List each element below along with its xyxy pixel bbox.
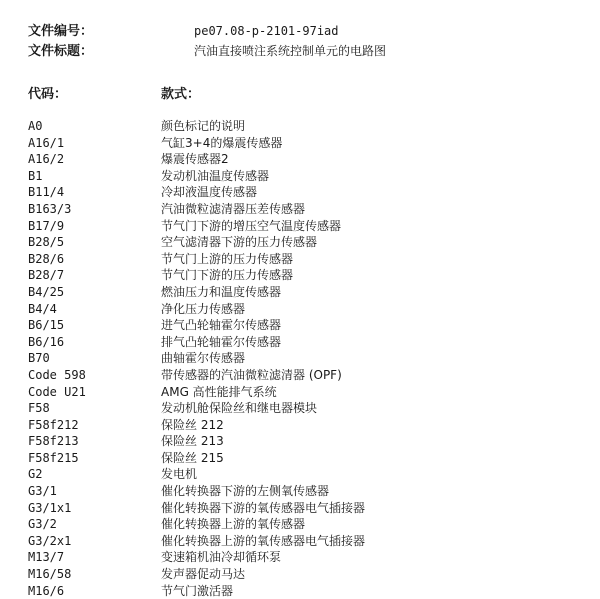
row-style: 带传感器的汽油微粒滤清器 (OPF) [161, 367, 342, 382]
doc-title-value: 汽油直接喷注系统控制单元的电路图 [194, 44, 387, 58]
row-code: Code 598 [28, 367, 86, 382]
doc-title-label: 文件标题： [28, 44, 94, 59]
row-code: F58f212 [28, 417, 79, 432]
row-style: 曲轴霍尔传感器 [161, 351, 246, 366]
row-style: 冷却液温度传感器 [161, 185, 258, 200]
table-row [28, 383, 588, 400]
row-code: F58 [28, 401, 50, 416]
row-code: G3/1x1 [28, 500, 72, 515]
table-row [28, 548, 588, 565]
doc-title-row [28, 42, 386, 60]
row-style: 保险丝 212 [161, 417, 224, 432]
row-style: 节气门下游的增压空气温度传感器 [161, 218, 342, 233]
table-row [28, 416, 588, 433]
row-style: 燃油压力和温度传感器 [161, 284, 282, 299]
doc-number-value: pe07.08-p-2101-97iad [194, 24, 339, 38]
row-style: 催化转换器上游的氧传感器 [161, 517, 306, 532]
table-row [28, 117, 588, 134]
row-code: B4/4 [28, 301, 57, 316]
table-row [28, 582, 588, 599]
row-style: 颜色标记的说明 [161, 119, 246, 133]
row-code: A16/1 [28, 135, 65, 150]
table-row [28, 482, 588, 499]
table-row [28, 316, 588, 333]
row-code: G3/2 [28, 517, 57, 532]
table-row [28, 499, 588, 516]
row-style: 爆震传感器2 [161, 152, 229, 167]
row-code: Code U21 [28, 384, 86, 399]
row-style: AMG 高性能排气系统 [161, 384, 277, 399]
row-code: F58f215 [28, 450, 79, 465]
row-style: 汽油微粒滤清器压差传感器 [161, 201, 306, 216]
table-row [28, 283, 588, 300]
row-style: 催化转换器下游的氧传感器电气插接器 [161, 500, 366, 515]
row-code: G3/1 [28, 484, 57, 499]
row-code: M13/7 [28, 550, 65, 565]
row-code: B28/7 [28, 268, 65, 283]
table-header [28, 86, 200, 104]
row-style: 发电机 [161, 467, 198, 482]
row-code: B70 [28, 351, 50, 366]
doc-number-label: 文件编号： [28, 24, 94, 39]
row-style: 发动机油温度传感器 [161, 168, 270, 183]
row-style: 气缸3+4的爆震传感器 [161, 135, 283, 150]
row-code: B163/3 [28, 201, 72, 216]
table-row [28, 565, 588, 582]
table-row [28, 200, 588, 217]
table-row [28, 515, 588, 532]
row-code: B17/9 [28, 218, 65, 233]
table-row [28, 465, 588, 482]
row-code: B28/6 [28, 251, 65, 266]
code-column-header: 代码： [28, 87, 68, 102]
row-code: B28/5 [28, 235, 65, 250]
table-row [28, 449, 588, 466]
row-style: 保险丝 213 [161, 434, 224, 449]
row-style: 催化转换器上游的氧传感器电气插接器 [161, 533, 366, 548]
row-code: A16/2 [28, 152, 65, 167]
row-style: 节气门激活器 [161, 583, 234, 598]
table-row [28, 266, 588, 283]
row-style: 变速箱机油冷却循环泵 [161, 550, 282, 565]
table-row [28, 432, 588, 449]
row-code: B6/16 [28, 334, 65, 349]
row-style: 节气门上游的压力传感器 [161, 251, 294, 266]
row-style: 排气凸轮轴霍尔传感器 [161, 334, 282, 349]
doc-number-row [28, 22, 339, 40]
table-row [28, 250, 588, 267]
table-row [28, 333, 588, 350]
style-column-header: 款式： [161, 87, 201, 102]
table-row [28, 366, 588, 383]
row-code: G3/2x1 [28, 533, 72, 548]
table-row [28, 300, 588, 317]
table-row [28, 150, 588, 167]
row-code: F58f213 [28, 434, 79, 449]
row-style: 保险丝 215 [161, 450, 224, 465]
row-style: 节气门下游的压力传感器 [161, 268, 294, 283]
table-row [28, 399, 588, 416]
row-style: 进气凸轮轴霍尔传感器 [161, 318, 282, 333]
table-row [28, 183, 588, 200]
table-row [28, 233, 588, 250]
table-row [28, 134, 588, 151]
row-style: 催化转换器下游的左侧氧传感器 [161, 484, 330, 499]
row-code: B11/4 [28, 185, 65, 200]
row-code: B6/15 [28, 318, 65, 333]
row-code: A0 [28, 119, 43, 133]
code-list [28, 117, 588, 598]
row-style: 净化压力传感器 [161, 301, 246, 316]
row-style: 发声器促动马达 [161, 567, 246, 582]
table-row [28, 217, 588, 234]
row-code: B1 [28, 168, 43, 183]
row-style: 发动机舱保险丝和继电器模块 [161, 401, 318, 416]
row-code: M16/58 [28, 567, 72, 582]
table-row [28, 167, 588, 184]
row-code: B4/25 [28, 284, 65, 299]
table-row [28, 532, 588, 549]
row-code: M16/6 [28, 583, 65, 598]
row-code: G2 [28, 467, 43, 482]
table-row [28, 349, 588, 366]
row-style: 空气滤清器下游的压力传感器 [161, 235, 318, 250]
